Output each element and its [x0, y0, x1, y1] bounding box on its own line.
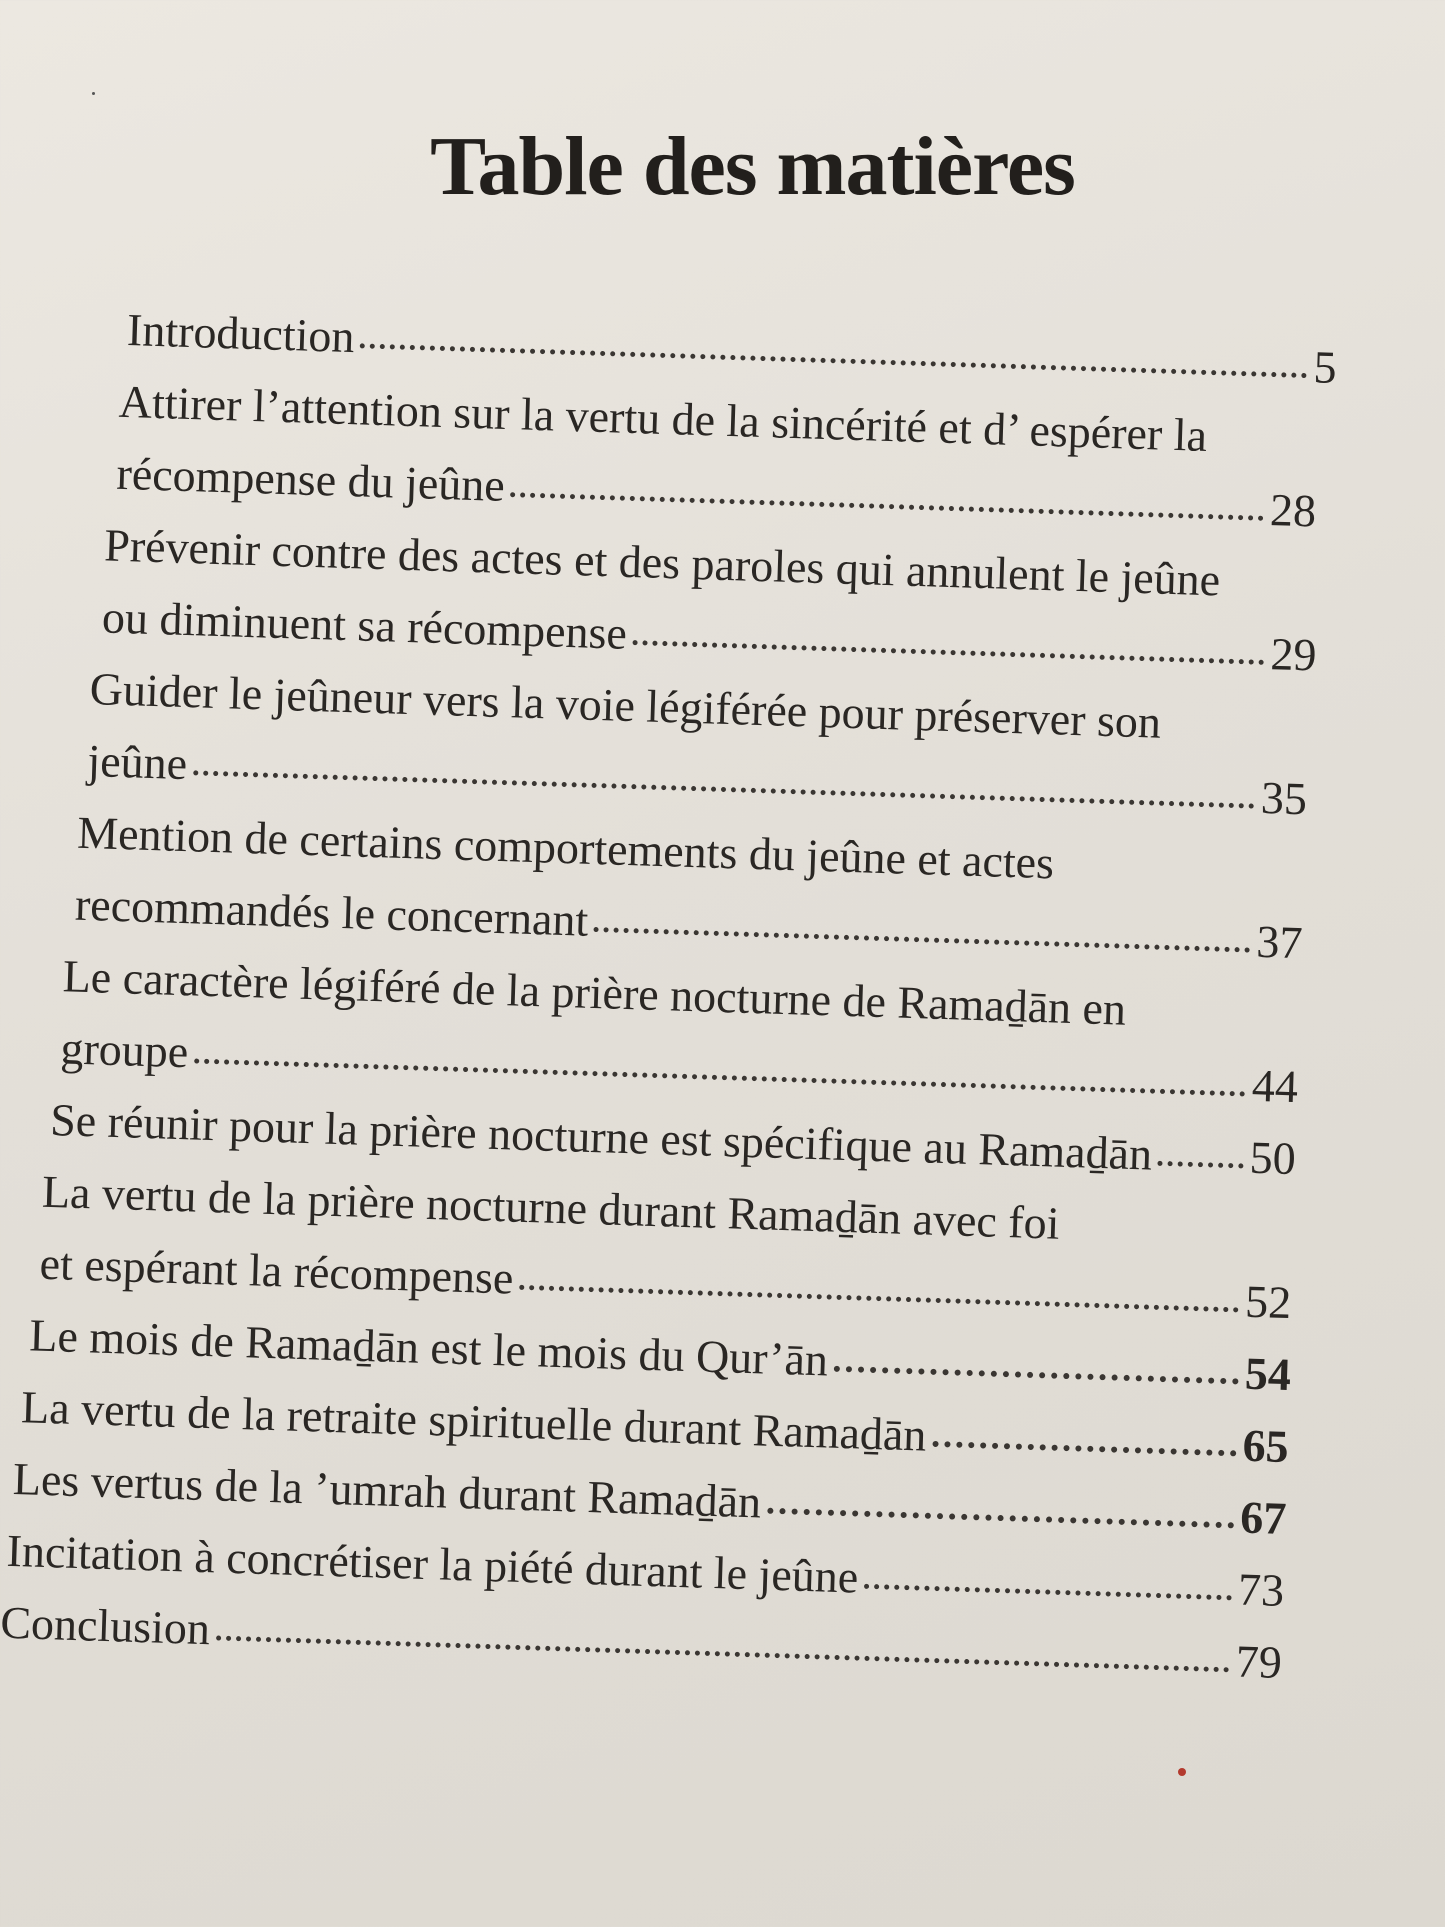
paper-speck	[92, 92, 95, 95]
page-number: 5	[1312, 341, 1338, 394]
toc-entry-line: Mention de certains comportements du jeûne et actes	[76, 806, 1055, 889]
toc-entry-text: Incitation à concrétiser la piété durant le jeûne	[5, 1524, 860, 1603]
dot-leader	[594, 927, 1250, 953]
toc-entry-text: Les vertus de la ’umrah durant Ramaḏān	[12, 1453, 762, 1528]
dot-leader	[767, 1508, 1234, 1529]
dot-leader	[633, 640, 1265, 665]
toc-entry-line: Attirer l’attention sur la vertu de la sincérité et d’ espérer la	[118, 375, 1208, 461]
page-number: 65	[1241, 1419, 1290, 1473]
page-number: 73	[1237, 1563, 1285, 1616]
page-number: 52	[1244, 1275, 1292, 1329]
dot-leader	[194, 1058, 1246, 1096]
toc-entry-line: Guider le jeûneur vers la voie légiférée pour préserver son	[89, 663, 1162, 748]
dot-leader	[1158, 1161, 1244, 1169]
dot-leader	[519, 1285, 1239, 1313]
toc-entry-text: recommandés le concernant	[74, 878, 590, 946]
dot-leader	[216, 1635, 1230, 1672]
dot-leader	[193, 770, 1255, 808]
page-number: 29	[1269, 628, 1318, 681]
toc-entry-text: Le mois de Ramaḏān est le mois du Qur’ān	[28, 1309, 829, 1386]
toc-entry-text: Conclusion	[0, 1596, 211, 1655]
table-of-contents	[0, 290, 1445, 1703]
toc-entry-text: Introduction	[126, 304, 356, 363]
dot-leader	[864, 1584, 1232, 1601]
page-number: 54	[1244, 1347, 1292, 1401]
dot-leader	[510, 492, 1263, 521]
toc-entry-text: La vertu de la retraite spirituelle durant Ramaḏān	[20, 1381, 928, 1461]
toc-entry-text: Se réunir pour la prière nocturne est spécifique au Ramaḏān	[49, 1094, 1153, 1180]
toc-entry-text: ou diminuent sa récompense	[101, 591, 628, 659]
toc-entry-line: Prévenir contre des actes et des paroles qui annulent le jeûne	[103, 519, 1221, 606]
dot-leader	[834, 1366, 1239, 1385]
toc-entry-text: groupe	[59, 1022, 190, 1078]
toc-entry-line: La vertu de la prière nocturne durant Ramaḏān avec foi	[41, 1165, 1061, 1249]
page-number: 79	[1235, 1635, 1283, 1688]
toc-entry-line: Le caractère légiféré de la prière nocturne de Ramaḏān en	[62, 950, 1127, 1035]
toc-entry-text: et espérant la récompense	[38, 1237, 515, 1304]
dot-leader	[932, 1441, 1236, 1457]
page-number: 35	[1260, 771, 1308, 825]
red-ink-mark	[1178, 1768, 1186, 1776]
page-number: 28	[1269, 484, 1317, 537]
dot-leader	[360, 343, 1307, 378]
page-number: 44	[1251, 1059, 1299, 1113]
page-number: 37	[1255, 915, 1304, 969]
page-number: 67	[1239, 1491, 1288, 1545]
page-title: Table des matières	[430, 120, 1075, 214]
toc-entry-text: jeûne	[86, 734, 188, 790]
page-number: 50	[1248, 1131, 1297, 1185]
toc-entry-text: récompense du jeûne	[115, 447, 506, 511]
